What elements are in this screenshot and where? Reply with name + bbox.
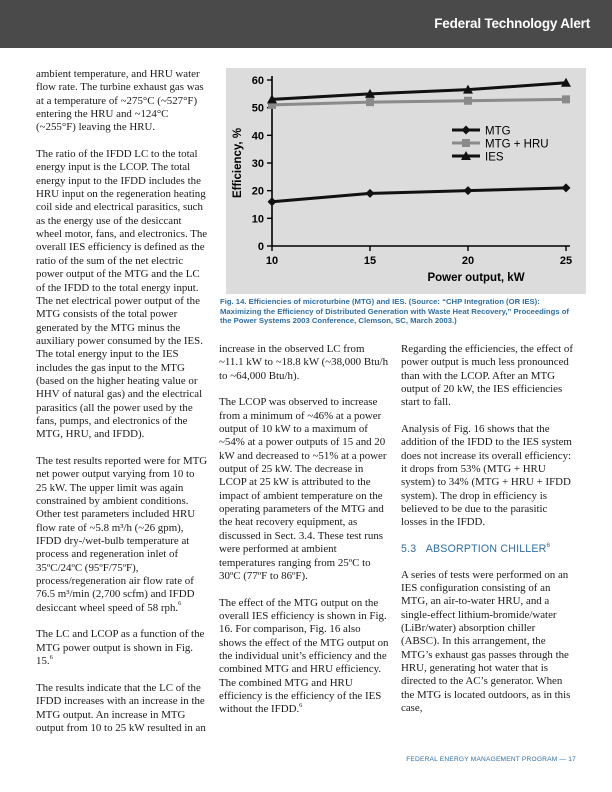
paragraph: The test results reported were for MTG net power output varying from 10 to 25 kW. The upper limit was again constrained by ambient conditions. Other test parameters included HRU flow rate of ~5.8 m³/h (~26 gpm), IFDD dry-/wet-bulb temperature at process and regeneration inlet of 35ºC/24ºC (95ºF/75ºF), process/regeneration air flow rate of 76.5 m³/min (2,700 scfm) and IFDD desiccant wheel speed of 58 rph.$^6$ [36,454,208,614]
page-footer: FEDERAL ENERGY MANAGEMENT PROGRAM — 17 [406,756,576,763]
footnote-ref: 6 [546,541,551,549]
data-point [366,98,374,106]
paragraph: increase in the observed LC from ~11.1 kW to ~18.8 kW (~38,000 Btu/h to ~64,000 Btu/h). [219,343,389,382]
y-tick-label: 0 [257,241,264,253]
legend-entry: MTG + HRU [485,138,549,151]
section-title: ABSORPTION CHILLER [425,543,547,556]
x-tick-label: 20 [461,255,475,267]
legend-entry: IES [485,151,504,164]
paragraph: The results indicate that the LC of the IFDD increases with an increase in the MTG output. An increase in MTG output from 10 to 25 kW resulted in an [36,681,206,734]
legend-entry: MTG [485,125,511,138]
data-point [562,95,570,103]
efficiency-chart [226,68,586,294]
x-tick-label: 15 [363,255,377,267]
paragraph: The LCOP was observed to increase from a minimum of ~46% at a power output of 10 kW to a maximum of ~54% at a power outputs of 15 and 20 kW and decreased to ~51% at a power output of 25 kW. The decrease in LCOP at 25 kW is attributed to the impact of ambient temperature on the operating parameters of the MTG and the heat recovery equipment, as discussed in Sect. 3.4. These test runs were performed at ambient temperatures ranging from 25ºC to 30ºC (77ºF to 86ºF). [219,396,387,582]
y-tick-label: 20 [251,185,264,198]
footnote-ref: 6 [178,600,182,608]
y-axis-label: Efficiency, % [232,127,244,199]
y-tick-label: 30 [251,158,264,170]
paragraph: ambient temperature, and HRU water flow rate. The turbine exhaust gas was at a temperature of ~275°C (~527°F) entering the HRU and ~124°C (~255°F) leaving the HRU. [36,68,204,134]
paragraph: The ratio of the IFDD LC to the total energy input is the LCOP. The total energy input to the IFDD includes the HRU input on the regeneration heating coil side and electrical parasitics, such as the energy use of the desiccant wheel motor, fans, and electronics. The overall IES efficiency is defined as the ratio of the sum of the net electric power output of the MTG and the LC of the IFDD to the total energy input. The net electrical power output of the MTG consists of the total power generated by the MTG minus the auxiliary power consumed by the IES. The total energy input to the IES includes the gas input to the MTG (based on the higher heating value or HHV of natural gas) and the electrical parasitics (all the power used by the fans, pumps, and electronics of the MTG, HRU, and IFDD). [36,148,208,441]
middle-column [219,343,389,730]
y-tick-label: 50 [251,102,264,115]
section-heading [401,543,573,556]
x-axis-label: Power output, kW [427,272,525,284]
paragraph: A series of tests were performed on an IES configuration consisting of an MTG, an air-to-water HRU, and a single-effect lithium-bromide/water (LiBr/water) absorption chiller (ABSC). In this arrangement, the MTG’s exhaust gas passes through the HRU, generating hot water that is directed to the AC’s generator. When the MTG is located outdoors, as in this case, [401,568,571,714]
y-tick-label: 40 [251,130,264,143]
section-number: 5.3 [401,543,417,556]
paragraph: Analysis of Fig. 16 shows that the addition of the IFDD to the IES system does not increase its overall efficiency: it drops from 53% (MTG + HRU system) to 34% (MTG + HRU + IFDD system). The drop in efficiency is believed to be due to the parasitic losses in the IFDD. [401,423,572,529]
x-tick-label: 25 [559,255,573,267]
footnote-ref: 6 [49,653,53,661]
header-bar [0,0,612,48]
y-tick-label: 60 [251,75,264,87]
header-title: Federal Technology Alert [434,16,590,31]
paragraph: The effect of the MTG output on the overall IES efficiency is shown in Fig. 16. For comparison, Fig. 16 also shows the effect of the MTG output on the individual unit’s efficiency and the combined MTG and HRU efficiency. The combined MTG and HRU efficiency is the efficiency of the IES without the IFDD.$^6$ [219,596,389,716]
paragraph: The LC and LCOP as a function of the MTG power output is shown in Fig. 15.$^6$ [36,628,205,668]
paragraph: Regarding the efficiencies, the effect of power output is much less pronounced than with the LCOP. After an MTG output of 20 kW, the IES efficiencies start to fall. [401,343,573,409]
y-tick-label: 10 [251,213,264,226]
left-column [36,68,208,749]
figure-caption: Fig. 14. Efficiencies of microturbine (MTG) and IES. (Source: “CHP Integration (OR IES): Maximizing the Efficiency of Distributed Generation with Waste Heat Recovery,” Proceedings of the Power Systems 2003 Conference, Clemson, SC, March 2003.) [220,297,569,326]
x-tick-label: 10 [265,255,279,267]
right-column [401,343,573,729]
legend-marker [462,139,470,147]
footnote-ref: 6 [299,701,303,709]
data-point [464,97,472,105]
chart-svg [226,68,586,294]
